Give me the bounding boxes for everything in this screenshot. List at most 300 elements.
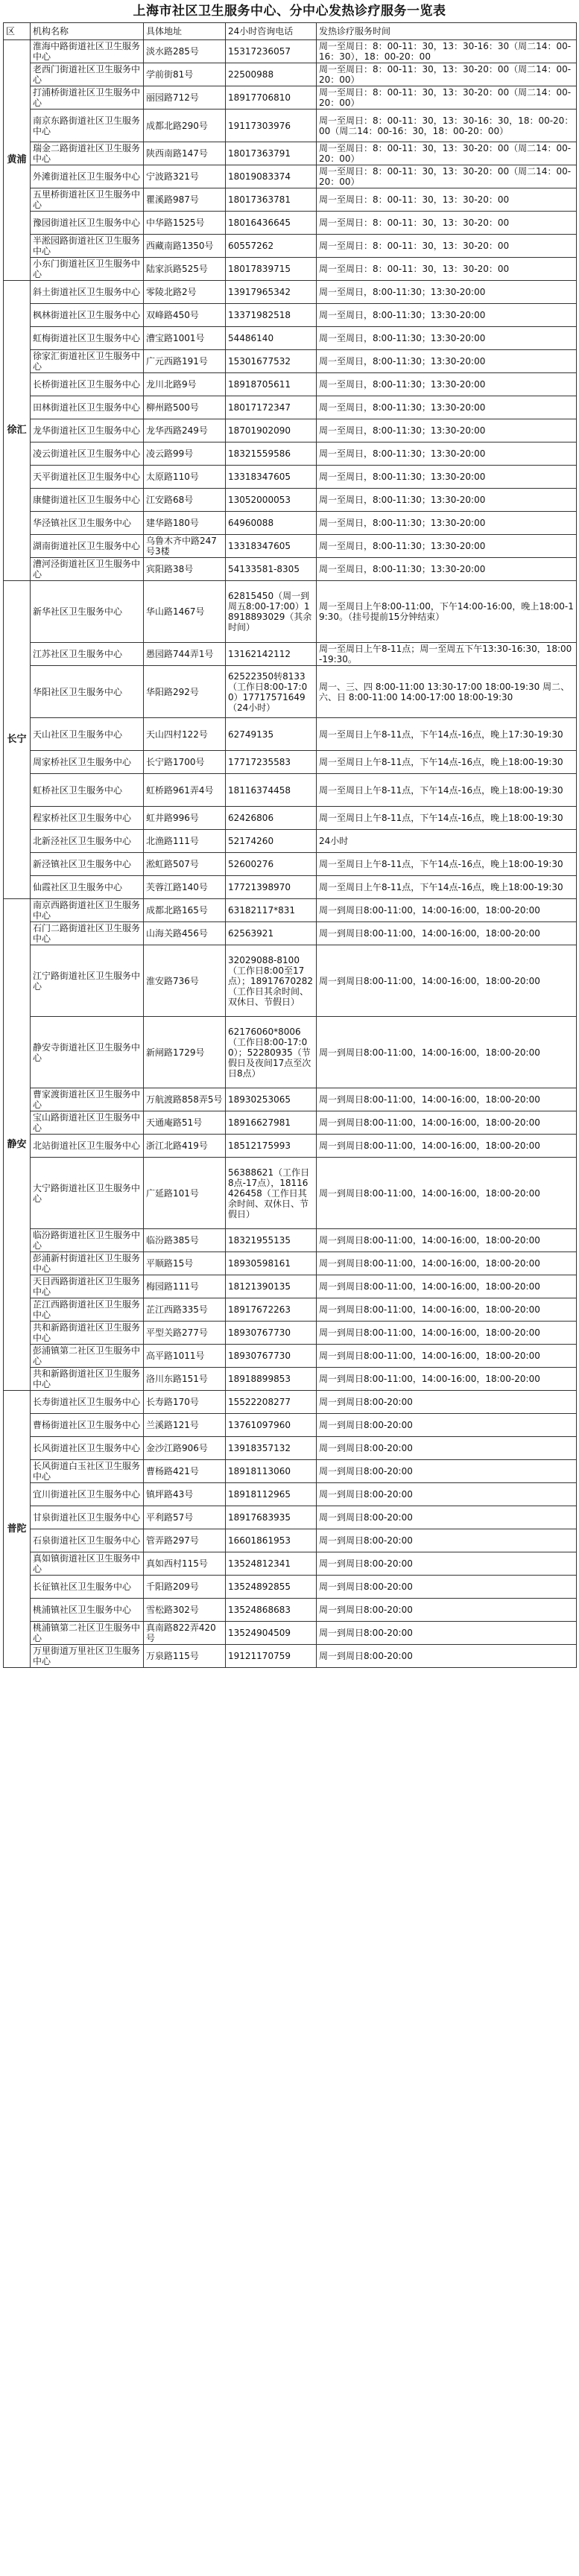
address-cell: 高平路1011号	[144, 1345, 226, 1368]
clinic-table	[3, 22, 577, 1668]
phone-cell: 56388621（工作日8点-17点），18116426458（工作日其余时间、双休日、节假日）	[226, 1158, 317, 1229]
address-cell: 千阳路209号	[144, 1576, 226, 1599]
institution-name-cell: 共和新路街道社区卫生服务中心	[31, 1322, 144, 1345]
address-cell: 乌鲁木齐中路247号3楼	[144, 535, 226, 558]
phone-cell: 18917706810	[226, 86, 317, 110]
table-row	[4, 1111, 577, 1135]
phone-cell: 18019083374	[226, 165, 317, 188]
institution-name-cell: 北站街道社区卫生服务中心	[31, 1135, 144, 1158]
table-row	[4, 304, 577, 327]
hours-cell: 周一至周日：8：00-11：30，13：30-16：30，18：00-20：00（周二14：00-16：30，18：00-20：00）	[317, 110, 577, 142]
col-header-hours: 发热诊疗服务时间	[317, 23, 577, 40]
table-row	[4, 1506, 577, 1529]
hours-cell: 周一到周日8:00-11:00，14:00-16:00，18:00-20:00	[317, 1298, 577, 1322]
page-title: 上海市社区卫生服务中心、分中心发热诊疗服务一览表	[133, 4, 446, 19]
phone-cell: 13052000053	[226, 489, 317, 512]
address-cell: 天通庵路51号	[144, 1111, 226, 1135]
table-row	[4, 899, 577, 922]
phone-cell: 18930253065	[226, 1088, 317, 1111]
hours-cell: 周一到周日8:00-11:00，14:00-16:00，18:00-20:00	[317, 899, 577, 922]
institution-name-cell: 石泉街道社区卫生服务中心	[31, 1529, 144, 1552]
hours-cell: 周一到周日8:00-11:00，14:00-16:00，18:00-20:00	[317, 1088, 577, 1111]
institution-name-cell: 临汾路街道社区卫生服务中心	[31, 1229, 144, 1252]
institution-name-cell: 石门二路街道社区卫生服务中心	[31, 922, 144, 945]
institution-name-cell: 漕河泾街道社区卫生服务中心	[31, 558, 144, 581]
address-cell: 愚园路744弄1号	[144, 643, 226, 666]
address-cell: 洛川东路151号	[144, 1368, 226, 1391]
hours-cell: 周一到周日8:00-20:00	[317, 1645, 577, 1668]
phone-cell: 18918899853	[226, 1368, 317, 1391]
col-header-district: 区	[4, 23, 31, 40]
table-row	[4, 1229, 577, 1252]
institution-name-cell: 南京西路街道社区卫生服务中心	[31, 899, 144, 922]
phone-cell: 19121170759	[226, 1645, 317, 1668]
table-row	[4, 212, 577, 235]
institution-name-cell: 天山社区卫生服务中心	[31, 718, 144, 751]
col-header-address: 具体地址	[144, 23, 226, 40]
institution-name-cell: 甘泉街道社区卫生服务中心	[31, 1506, 144, 1529]
hours-cell: 周一至周日：8：00-11：30，13：30-20：00（周二14：00-20：00）	[317, 63, 577, 86]
phone-cell: 19117303976	[226, 110, 317, 142]
hours-cell: 周一至周日，8:00-11:30；13:30-20:00	[317, 512, 577, 535]
table-row	[4, 63, 577, 86]
table-row	[4, 666, 577, 718]
hours-cell: 周一至周日：8：00-11：30，13：30-20：00（周二14：00-20：00）	[317, 86, 577, 110]
table-row	[4, 235, 577, 258]
institution-name-cell: 彭浦新村街道社区卫生服务中心	[31, 1252, 144, 1275]
institution-name-cell: 北新泾社区卫生服务中心	[31, 830, 144, 853]
table-row	[4, 1645, 577, 1668]
hours-cell: 周一至周日，8:00-11:30；13:30-20:00	[317, 442, 577, 466]
hours-cell: 周一至周日上午8-11点，下午14点-16点，晚上17:30-19:30	[317, 718, 577, 751]
table-row	[4, 1368, 577, 1391]
table-row	[4, 512, 577, 535]
phone-cell: 18930767730	[226, 1322, 317, 1345]
address-cell: 西藏南路1350号	[144, 235, 226, 258]
institution-name-cell: 江宁路街道社区卫生服务中心	[31, 945, 144, 1017]
address-cell: 虹井路996号	[144, 807, 226, 830]
institution-name-cell: 五里桥街道社区卫生服务中心	[31, 188, 144, 212]
address-cell: 淡水路285号	[144, 40, 226, 63]
address-cell: 万泉路115号	[144, 1645, 226, 1668]
phone-cell: 60557262	[226, 235, 317, 258]
table-row	[4, 1322, 577, 1345]
hours-cell: 周一到周日8:00-20:00	[317, 1576, 577, 1599]
address-cell: 漕宝路1001号	[144, 327, 226, 350]
address-cell: 淞虹路507号	[144, 853, 226, 876]
phone-cell: 13524812341	[226, 1552, 317, 1576]
institution-name-cell: 虹桥社区卫生服务中心	[31, 774, 144, 807]
phone-cell: 13917965342	[226, 281, 317, 304]
address-cell: 宁波路321号	[144, 165, 226, 188]
institution-name-cell: 南京东路街道社区卫生服务中心	[31, 110, 144, 142]
hours-cell: 周一到周日8:00-20:00	[317, 1599, 577, 1622]
district-cell: 静安	[4, 899, 31, 1391]
table-row	[4, 281, 577, 304]
table-row	[4, 922, 577, 945]
phone-cell: 17717235583	[226, 751, 317, 774]
address-cell: 太原路110号	[144, 466, 226, 489]
address-cell: 梅园路111号	[144, 1275, 226, 1298]
hours-cell: 周一至周日，8:00-11:30；13:30-20:00	[317, 281, 577, 304]
phone-cell: 63182117*831	[226, 899, 317, 922]
institution-name-cell: 康健街道社区卫生服务中心	[31, 489, 144, 512]
phone-cell: 13318347605	[226, 535, 317, 558]
hours-cell: 周一到周日8:00-20:00	[317, 1437, 577, 1460]
hours-cell: 周一至周日上午8-11点，下午14点-16点，晚上18:00-19:30	[317, 774, 577, 807]
address-cell: 凌云路99号	[144, 442, 226, 466]
table-row	[4, 86, 577, 110]
hours-cell: 周一到周日8:00-11:00，14:00-16:00，18:00-20:00	[317, 1252, 577, 1275]
table-body	[4, 40, 577, 1668]
hours-cell: 周一至周日，8:00-11:30；13:30-20:00	[317, 419, 577, 442]
table-row	[4, 1391, 577, 1414]
hours-cell: 周一至周日上午8-11点，下午14点-16点，晚上18:00-19:30	[317, 853, 577, 876]
institution-name-cell: 半淞园路街道社区卫生服务中心	[31, 235, 144, 258]
hours-cell: 周一至周日：8：00-11：30，13：30-20：00	[317, 258, 577, 281]
table-row	[4, 419, 577, 442]
institution-name-cell: 虹梅街道社区卫生服务中心	[31, 327, 144, 350]
phone-cell: 54133581-8305	[226, 558, 317, 581]
phone-cell: 62563921	[226, 922, 317, 945]
table-row	[4, 1414, 577, 1437]
phone-cell: 18930767730	[226, 1345, 317, 1368]
hours-cell: 周一至周日，8:00-11:30；13:30-20:00	[317, 558, 577, 581]
phone-cell: 62749135	[226, 718, 317, 751]
hours-cell: 周一到周日8:00-11:00，14:00-16:00，18:00-20:00	[317, 945, 577, 1017]
institution-name-cell: 徐家汇街道社区卫生服务中心	[31, 350, 144, 373]
table-row	[4, 643, 577, 666]
institution-name-cell: 新泾镇社区卫生服务中心	[31, 853, 144, 876]
hours-cell: 周一到周日8:00-20:00	[317, 1460, 577, 1483]
phone-cell: 18918113060	[226, 1460, 317, 1483]
phone-cell: 62176060*8006（工作日8:00-17:00）；52280935（节假日及夜间17点至次日8点）	[226, 1017, 317, 1088]
institution-name-cell: 斜土街道社区卫生服务中心	[31, 281, 144, 304]
hours-cell: 周一到周日8:00-20:00	[317, 1391, 577, 1414]
address-cell: 平型关路277号	[144, 1322, 226, 1345]
address-cell: 陆家浜路525号	[144, 258, 226, 281]
phone-cell: 13318347605	[226, 466, 317, 489]
institution-name-cell: 瑞金二路街道社区卫生服务中心	[31, 142, 144, 165]
address-cell: 新闸路1729号	[144, 1017, 226, 1088]
address-cell: 华阳路292号	[144, 666, 226, 718]
table-row	[4, 774, 577, 807]
phone-cell: 13761097960	[226, 1414, 317, 1437]
phone-cell: 32029088-8100（工作日8:00至17点）；18917670282（工作日其余时间、双休日、节假日）	[226, 945, 317, 1017]
institution-name-cell: 凌云街道社区卫生服务中心	[31, 442, 144, 466]
address-cell: 宾阳路38号	[144, 558, 226, 581]
table-row	[4, 718, 577, 751]
hours-cell: 周一至周日上午8:00-11:00，下午14:00-16:00，晚上18:00-19:30。（挂号提前15分钟结束）	[317, 581, 577, 643]
phone-cell: 13524868683	[226, 1599, 317, 1622]
institution-name-cell: 长风街道社区卫生服务中心	[31, 1437, 144, 1460]
hours-cell: 周一至周日：8：00-11：30，13：30-20：00	[317, 188, 577, 212]
hours-cell: 周一到周日8:00-11:00，14:00-16:00，18:00-20:00	[317, 1111, 577, 1135]
table-row	[4, 1552, 577, 1576]
institution-name-cell: 田林街道社区卫生服务中心	[31, 396, 144, 419]
address-cell: 柳州路500号	[144, 396, 226, 419]
table-row	[4, 581, 577, 643]
hours-cell: 周一至周日上午8-11点，下午14点-16点，晚上18:00-19:30	[317, 807, 577, 830]
table-row	[4, 396, 577, 419]
hours-cell: 周一到周日8:00-20:00	[317, 1506, 577, 1529]
phone-cell: 62426806	[226, 807, 317, 830]
hours-cell: 周一到周日8:00-11:00，14:00-16:00，18:00-20:00	[317, 1158, 577, 1229]
phone-cell: 18321559586	[226, 442, 317, 466]
hours-cell: 周一到周日8:00-11:00，14:00-16:00，18:00-20:00	[317, 1229, 577, 1252]
hours-cell: 24小时	[317, 830, 577, 853]
table-row	[4, 1158, 577, 1229]
table-row	[4, 751, 577, 774]
phone-cell: 17721398970	[226, 876, 317, 899]
phone-cell: 13524892855	[226, 1576, 317, 1599]
hours-cell: 周一到周日8:00-11:00，14:00-16:00，18:00-20:00	[317, 1017, 577, 1088]
address-cell: 镇坪路43号	[144, 1483, 226, 1506]
institution-name-cell: 曹家渡街道社区卫生服务中心	[31, 1088, 144, 1111]
address-cell: 雪松路302号	[144, 1599, 226, 1622]
address-cell: 陕西南路147号	[144, 142, 226, 165]
address-cell: 芷江西路335号	[144, 1298, 226, 1322]
table-row	[4, 1135, 577, 1158]
hours-cell: 周一至周日上午8-11点，下午14点-16点，晚上18:00-19:30	[317, 751, 577, 774]
table-row	[4, 442, 577, 466]
address-cell: 临汾路385号	[144, 1229, 226, 1252]
institution-name-cell: 长风街道白玉社区卫生服务中心	[31, 1460, 144, 1483]
phone-cell: 18701902090	[226, 419, 317, 442]
district-cell: 普陀	[4, 1391, 31, 1668]
phone-cell: 18116374458	[226, 774, 317, 807]
phone-cell: 18121390135	[226, 1275, 317, 1298]
institution-name-cell: 大宁路街道社区卫生服务中心	[31, 1158, 144, 1229]
table-row	[4, 1599, 577, 1622]
district-cell: 徐汇	[4, 281, 31, 581]
institution-name-cell: 桃浦镇社区卫生服务中心	[31, 1599, 144, 1622]
address-cell: 真南路822弄420号	[144, 1622, 226, 1645]
table-row	[4, 327, 577, 350]
institution-name-cell: 淮海中路街道社区卫生服务中心	[31, 40, 144, 63]
table-row	[4, 466, 577, 489]
institution-name-cell: 长桥街道社区卫生服务中心	[31, 373, 144, 396]
table-row	[4, 489, 577, 512]
table-row	[4, 373, 577, 396]
phone-cell: 22500988	[226, 63, 317, 86]
table-row	[4, 350, 577, 373]
address-cell: 曹杨路421号	[144, 1460, 226, 1483]
hours-cell: 周一到周日8:00-20:00	[317, 1529, 577, 1552]
address-cell: 平顺路15号	[144, 1252, 226, 1275]
address-cell: 建华路180号	[144, 512, 226, 535]
institution-name-cell: 周家桥社区卫生服务中心	[31, 751, 144, 774]
phone-cell: 52600276	[226, 853, 317, 876]
table-row	[4, 165, 577, 188]
institution-name-cell: 程家桥社区卫生服务中心	[31, 807, 144, 830]
hours-cell: 周一至周日：8：00-11：30，13：30-20：00（周二14：00-20：00）	[317, 165, 577, 188]
district-cell: 长宁	[4, 581, 31, 899]
phone-cell: 18916627981	[226, 1111, 317, 1135]
table-row	[4, 558, 577, 581]
address-cell: 金沙江路906号	[144, 1437, 226, 1460]
hours-cell: 周一到周日8:00-20:00	[317, 1483, 577, 1506]
phone-cell: 15522208277	[226, 1391, 317, 1414]
table-row	[4, 807, 577, 830]
table-row	[4, 1252, 577, 1275]
address-cell: 丽园路712号	[144, 86, 226, 110]
phone-cell: 13918357132	[226, 1437, 317, 1460]
hours-cell: 周一到周日8:00-20:00	[317, 1622, 577, 1645]
phone-cell: 64960088	[226, 512, 317, 535]
institution-name-cell: 真如镇街道社区卫生服务中心	[31, 1552, 144, 1576]
hours-cell: 周一至周日，8:00-11:30；13:30-20:00	[317, 350, 577, 373]
address-cell: 北渔路111号	[144, 830, 226, 853]
institution-name-cell: 桃浦镇第二社区卫生服务中心	[31, 1622, 144, 1645]
table-row	[4, 188, 577, 212]
hours-cell: 周一到周日8:00-11:00，14:00-16:00，18:00-20:00	[317, 1345, 577, 1368]
address-cell: 虹桥路961弄4号	[144, 774, 226, 807]
institution-name-cell: 龙华街道社区卫生服务中心	[31, 419, 144, 442]
table-row	[4, 1622, 577, 1645]
phone-cell: 18930598161	[226, 1252, 317, 1275]
institution-name-cell: 静安寺街道社区卫生服务中心	[31, 1017, 144, 1088]
institution-name-cell: 枫林街道社区卫生服务中心	[31, 304, 144, 327]
table-row	[4, 1298, 577, 1322]
phone-cell: 18918705611	[226, 373, 317, 396]
institution-name-cell: 天目西路街道社区卫生服务中心	[31, 1275, 144, 1298]
phone-cell: 18918112965	[226, 1483, 317, 1506]
phone-cell: 18017363791	[226, 142, 317, 165]
table-row	[4, 40, 577, 63]
hours-cell: 周一至周日：8：00-11：30，13：30-16：30（周二14：00-16：30），18：00-20：00	[317, 40, 577, 63]
phone-cell: 13162142112	[226, 643, 317, 666]
phone-cell: 18917683935	[226, 1506, 317, 1529]
table-row	[4, 142, 577, 165]
address-cell: 山海关路456号	[144, 922, 226, 945]
phone-cell: 54486140	[226, 327, 317, 350]
institution-name-cell: 宝山路街道社区卫生服务中心	[31, 1111, 144, 1135]
hours-cell: 周一到周日8:00-11:00，14:00-16:00，18:00-20:00	[317, 1275, 577, 1298]
hours-cell: 周一、三、四 8:00-11:00 13:30-17:00 18:00-19:30 周二、六、日 8:00-11:00 14:00-17:00 18:00-19:30	[317, 666, 577, 718]
hours-cell: 周一至周日，8:00-11:30；13:30-20:00	[317, 489, 577, 512]
hours-cell: 周一至周日，8:00-11:30；13:30-20:00	[317, 373, 577, 396]
address-cell: 学前街81号	[144, 63, 226, 86]
table-row	[4, 1576, 577, 1599]
hours-cell: 周一至周日：8：00-11：30，13：30-20：00	[317, 235, 577, 258]
address-cell: 华山路1467号	[144, 581, 226, 643]
district-cell: 黄浦	[4, 40, 31, 281]
address-cell: 真如西村115号	[144, 1552, 226, 1576]
hours-cell: 周一到周日8:00-11:00，14:00-16:00，18:00-20:00	[317, 1322, 577, 1345]
address-cell: 万航渡路858弄5号	[144, 1088, 226, 1111]
phone-cell: 13524904509	[226, 1622, 317, 1645]
institution-name-cell: 打浦桥街道社区卫生服务中心	[31, 86, 144, 110]
phone-cell: 15317236057	[226, 40, 317, 63]
address-cell: 管弄路297号	[144, 1529, 226, 1552]
institution-name-cell: 新华社区卫生服务中心	[31, 581, 144, 643]
address-cell: 双峰路450号	[144, 304, 226, 327]
phone-cell: 13371982518	[226, 304, 317, 327]
institution-name-cell: 华阳社区卫生服务中心	[31, 666, 144, 718]
col-header-phone: 24小时咨询电话	[226, 23, 317, 40]
table-row	[4, 830, 577, 853]
table-row	[4, 1017, 577, 1088]
institution-name-cell: 仙霞社区卫生服务中心	[31, 876, 144, 899]
address-cell: 天山四村122号	[144, 718, 226, 751]
table-row	[4, 535, 577, 558]
hours-cell: 周一至周日，8:00-11:30；13:30-20:00	[317, 535, 577, 558]
address-cell: 长宁路1700号	[144, 751, 226, 774]
institution-name-cell: 芷江西路街道社区卫生服务中心	[31, 1298, 144, 1322]
address-cell: 淮安路736号	[144, 945, 226, 1017]
phone-cell: 62815450（周一到周五8:00-17:00）18918893029（其余时间）	[226, 581, 317, 643]
phone-cell: 18917672263	[226, 1298, 317, 1322]
hours-cell: 周一至周日，8:00-11:30；13:30-20:00	[317, 327, 577, 350]
institution-name-cell: 万里街道万里社区卫生服务中心	[31, 1645, 144, 1668]
hours-cell: 周一至周日上午8-11点；周一至周五下午13:30-16:30，18:00-19:30。	[317, 643, 577, 666]
phone-cell: 18017172347	[226, 396, 317, 419]
address-cell: 广元西路191号	[144, 350, 226, 373]
phone-cell: 18017839715	[226, 258, 317, 281]
address-cell: 龙华西路249号	[144, 419, 226, 442]
address-cell: 平利路57号	[144, 1506, 226, 1529]
address-cell: 江安路68号	[144, 489, 226, 512]
table-row	[4, 1460, 577, 1483]
table-row	[4, 1275, 577, 1298]
institution-name-cell: 湖南街道社区卫生服务中心	[31, 535, 144, 558]
table-row	[4, 876, 577, 899]
table-row	[4, 945, 577, 1017]
address-cell: 零陵北路2号	[144, 281, 226, 304]
address-cell: 浙江北路419号	[144, 1135, 226, 1158]
table-row	[4, 110, 577, 142]
phone-cell: 16601861953	[226, 1529, 317, 1552]
institution-name-cell: 彭浦镇第二社区卫生服务中心	[31, 1345, 144, 1368]
phone-cell: 18017363781	[226, 188, 317, 212]
address-cell: 广延路101号	[144, 1158, 226, 1229]
address-cell: 芙蓉江路140号	[144, 876, 226, 899]
hours-cell: 周一至周日，8:00-11:30；13:30-20:00	[317, 396, 577, 419]
phone-cell: 52174260	[226, 830, 317, 853]
institution-name-cell: 豫园街道社区卫生服务中心	[31, 212, 144, 235]
hours-cell: 周一至周日，8:00-11:30；13:30-20:00	[317, 466, 577, 489]
table-row	[4, 1529, 577, 1552]
institution-name-cell: 天平街道社区卫生服务中心	[31, 466, 144, 489]
hours-cell: 周一至周日：8：00-11：30，13：30-20：00	[317, 212, 577, 235]
address-cell: 中华路1525号	[144, 212, 226, 235]
institution-name-cell: 曹杨街道社区卫生服务中心	[31, 1414, 144, 1437]
institution-name-cell: 长寿街道社区卫生服务中心	[31, 1391, 144, 1414]
header-row	[4, 23, 577, 40]
address-cell: 长寿路170号	[144, 1391, 226, 1414]
phone-cell: 15301677532	[226, 350, 317, 373]
table-row	[4, 1345, 577, 1368]
hours-cell: 周一至周日：8：00-11：30，13：30-20：00（周二14：00-20：00）	[317, 142, 577, 165]
address-cell: 成都北路290号	[144, 110, 226, 142]
address-cell: 兰溪路121号	[144, 1414, 226, 1437]
table-row	[4, 853, 577, 876]
table-row	[4, 1483, 577, 1506]
phone-cell: 18321955135	[226, 1229, 317, 1252]
col-header-name: 机构名称	[31, 23, 144, 40]
hours-cell: 周一至周日上午8-11点，下午14点-16点，晚上18:00-19:30	[317, 876, 577, 899]
phone-cell: 62522350转8133（工作日8:00-17:00）17717571649（24小时）	[226, 666, 317, 718]
institution-name-cell: 老西门街道社区卫生服务中心	[31, 63, 144, 86]
institution-name-cell: 华泾镇社区卫生服务中心	[31, 512, 144, 535]
institution-name-cell: 宜川街道社区卫生服务中心	[31, 1483, 144, 1506]
phone-cell: 18016436645	[226, 212, 317, 235]
hours-cell: 周一至周日，8:00-11:30；13:30-20:00	[317, 304, 577, 327]
table-row	[4, 1088, 577, 1111]
address-cell: 龙川北路9号	[144, 373, 226, 396]
phone-cell: 18512175993	[226, 1135, 317, 1158]
